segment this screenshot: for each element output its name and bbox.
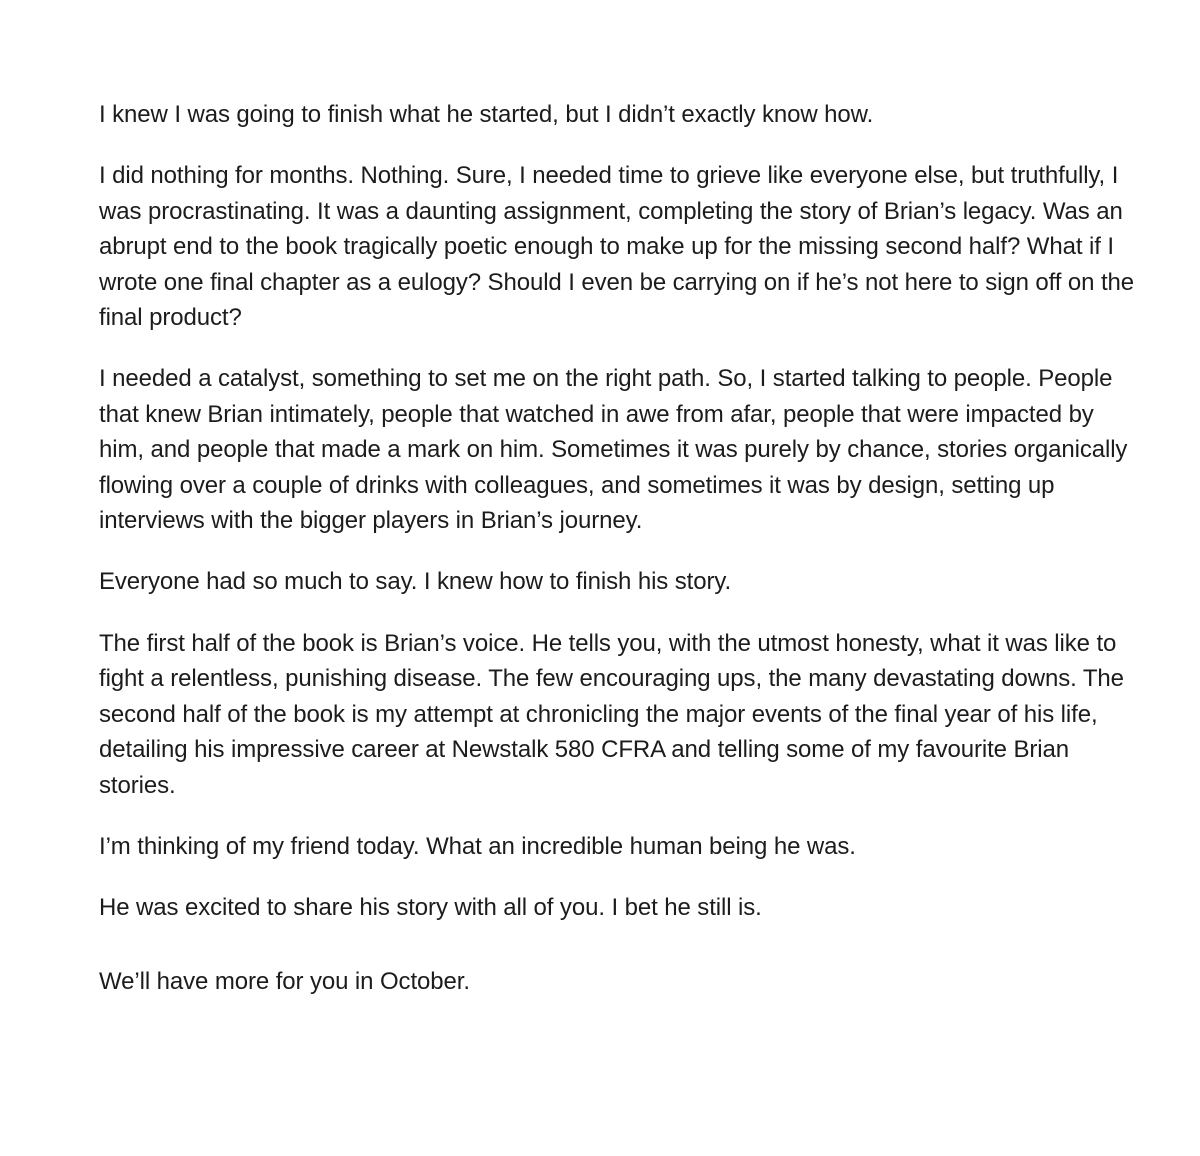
paragraph-4: Everyone had so much to say. I knew how to finish his story.	[99, 568, 732, 596]
paragraph-5: The first half of the book is Brian’s voice. He tells you, with the utmost honesty, what it was like to fight a relentless, punishing disease. The few encouraging ups, the many devastating downs. The second half of the book is my attempt at chronicling the major events of the final year of his life, detailing his impressive career at Newstalk 580 CFRA and telling some of my favourite Brian stories.	[99, 629, 1124, 799]
paragraph-2: I did nothing for months. Nothing. Sure, I needed time to grieve like everyone else, but truthfully, I was procrastinating. It was a daunting assignment, completing the story of Brian’s legacy. Was an abrupt end to the book tragically poetic enough to make up for the missing second half? What if I wrote one final chapter as a eulogy? Should I even be carrying on if he’s not here to sign off on the final product?	[99, 162, 1135, 332]
paragraph-6: I’m thinking of my friend today. What an incredible human being he was.	[99, 832, 856, 860]
paragraph-1: I knew I was going to finish what he started, but I didn’t exactly know how.	[99, 101, 874, 128]
paragraph-7: He was excited to share his story with all of you. I bet he still is.	[99, 894, 762, 922]
paragraph-8: We’ll have more for you in October.	[99, 967, 470, 995]
paragraph-3: I needed a catalyst, something to set me on the right path. So, I started talking to people. People that knew Brian intimately, people that watched in awe from afar, people that were impacted by him, and people that made a mark on him. Sometimes it was purely by chance, stories organically flowing over a couple of drinks with colleagues, and sometimes it was by design, setting up interviews with the bigger players in Brian’s journey.	[99, 365, 1128, 535]
document-body	[99, 97, 1139, 1025]
